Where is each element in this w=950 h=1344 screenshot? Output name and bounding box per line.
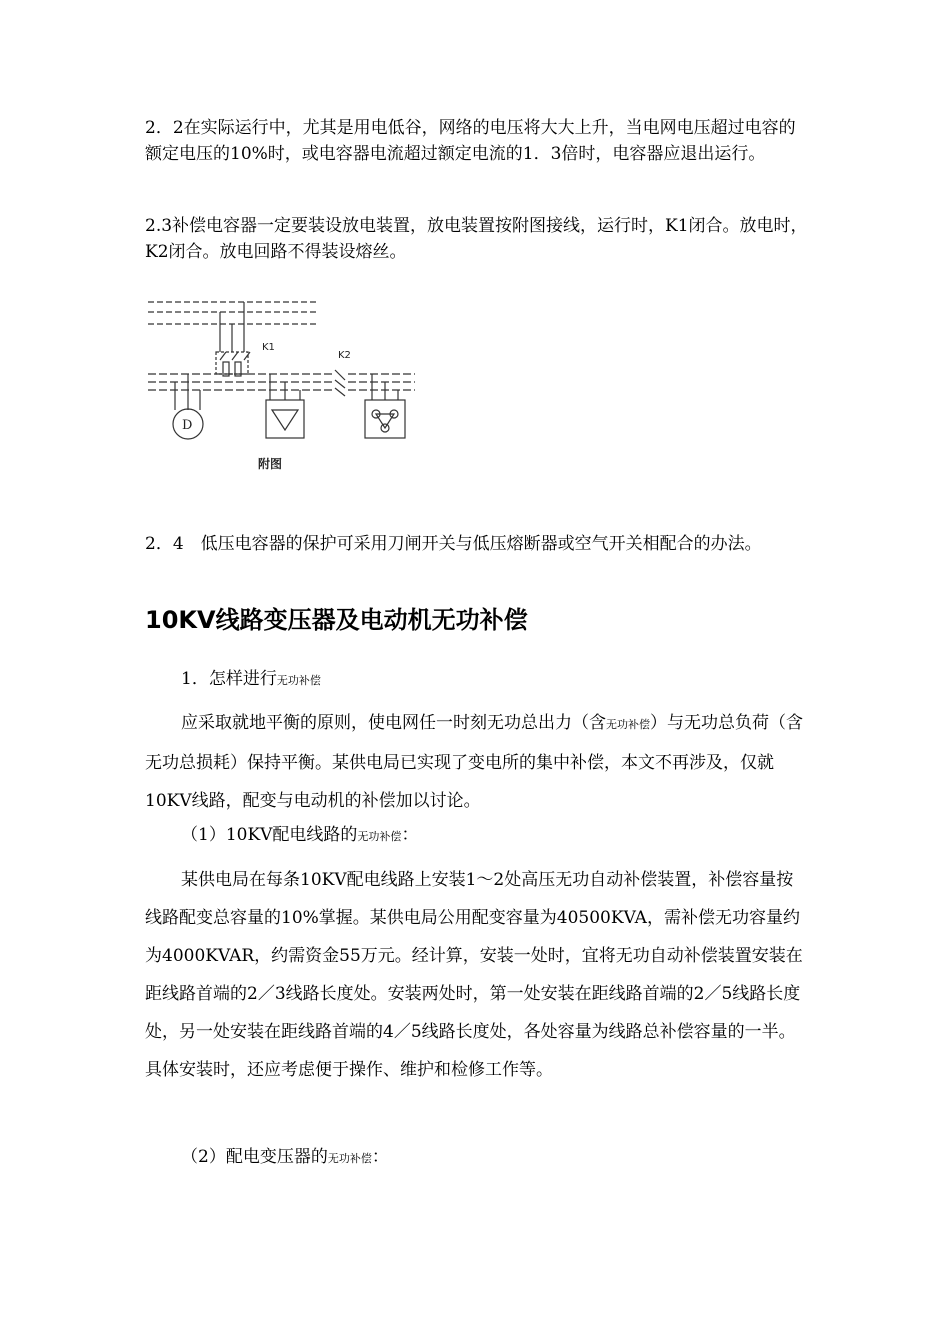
section-1-title xyxy=(181,666,321,694)
paragraph-2-4: 2．4 低压电容器的保护可采用刀闸开关与低压熔断器或空气开关相配合的办法。 xyxy=(145,534,762,554)
paragraph-a xyxy=(145,704,810,820)
paragraph-2-3: 2.3补偿电容器一定要装设放电装置，放电装置按附图接线，运行时，K1闭合。放电时，K2闭合。放电回路不得装设熔丝。 xyxy=(145,216,808,262)
item-1-colon: ： xyxy=(401,825,419,845)
item-2-small: 无功补偿 xyxy=(327,1152,372,1165)
diagram-caption: 附图 xyxy=(258,457,283,471)
section-1-label: 1．怎样进行 xyxy=(181,669,277,689)
item-1-label: （1）10KV配电线路的 xyxy=(181,825,358,845)
item-2-title xyxy=(181,1144,389,1172)
discharge-circuit-diagram xyxy=(140,292,430,482)
motor-label: D xyxy=(182,418,193,433)
item-1-small: 无功补偿 xyxy=(357,830,402,843)
section-1-small: 无功补偿 xyxy=(276,674,321,687)
section-heading: 10KV线路变压器及电动机无功补偿 xyxy=(145,606,528,634)
paragraph-2-2: 2．2在实际运行中，尤其是用电低谷，网络的电压将大大上升，当电网电压超过电容的额定电压的10%时，或电容器电流超过额定电流的1．3倍时，电容器应退出运行。 xyxy=(145,118,796,164)
paragraph-b: 某供电局在每条10KV配电线路上安装1～2处高压无功自动补偿装置，补偿容量按线路配变总容量的10%掌握。某供电局公用配变容量为40500KVA，需补偿无功容量约为4000KVAR，约需资金55万元。经计算，安装一处时，宜将无功自动补偿装置安装在距线路首端的2／3线路长度处。安装两处时，第一处安装在距线路首端的2／5线路长度处，另一处安装在距线路首端的4／5线路长度处，各处容量为线路总补偿容量的一半。具体安装时，还应考虑便于操作、维护和检修工作等。 xyxy=(145,870,803,1080)
paragraph-a-part1: 应采取就地平衡的原则，使电网任一时刻无功总出力（含 xyxy=(181,713,606,733)
item-2-colon: ： xyxy=(371,1147,389,1167)
item-2-label: （2）配电变压器的 xyxy=(181,1147,328,1167)
k1-label: K1 xyxy=(262,342,275,353)
k2-label: K2 xyxy=(338,350,351,361)
paragraph-a-small: 无功补偿 xyxy=(606,718,650,731)
item-1-title xyxy=(181,822,418,850)
paragraph-a-part2: ）与无功总负荷（含无功总损耗）保持平衡。某供电局已实现了变电所的集中补偿，本文不再涉及，仅就10KV线路，配变与电动机的补偿加以讨论。 xyxy=(145,713,803,811)
